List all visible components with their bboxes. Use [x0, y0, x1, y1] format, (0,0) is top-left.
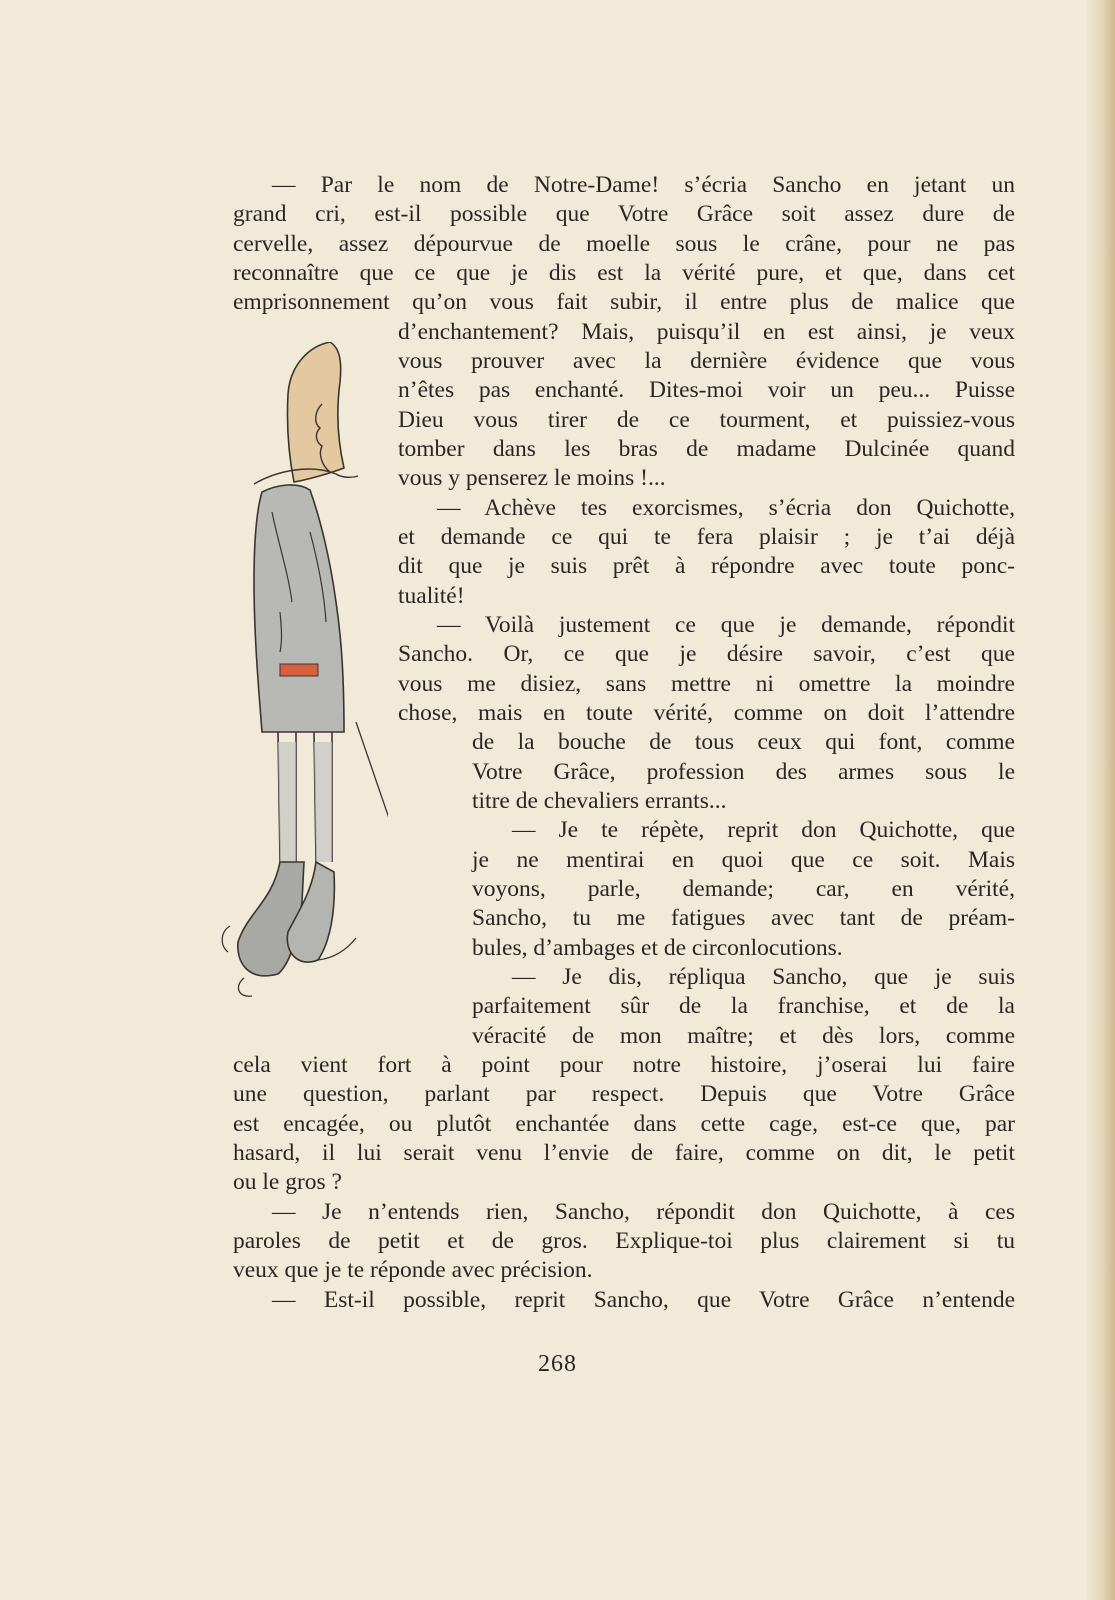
text-line: emprisonnement qu’on vous fait subir, il entre plus de malice que — [233, 289, 1015, 315]
text-line: tualité! — [398, 583, 465, 609]
text-line: paroles de petit et de gros. Explique-toi plus clairement si tu — [233, 1228, 1015, 1254]
text-line: titre de chevaliers errants... — [472, 788, 727, 814]
text-line: reconnaître que ce que je dis est la vérité pure, et que, dans cet — [233, 260, 1015, 286]
figure-staff — [356, 722, 388, 902]
text-line: Votre Grâce, profession des armes sous le — [472, 759, 1015, 785]
text-line: — Par le nom de Notre-Dame! s’écria Sancho en jetant un — [272, 172, 1015, 198]
text-line: — Je te répète, reprit don Quichotte, que — [512, 817, 1015, 843]
text-line: cervelle, assez dépourvue de moelle sous le crâne, pour ne pas — [233, 231, 1015, 257]
text-line: de la bouche de tous ceux qui font, comme — [472, 729, 1015, 755]
figure-hair — [287, 342, 344, 482]
text-line: vous me disiez, sans mettre ni omettre la moindre — [398, 671, 1015, 697]
text-line: Dieu vous tirer de ce tourment, et puissiez-vous — [398, 407, 1015, 433]
text-line: est encagée, ou plutôt enchantée dans cette cage, est-ce que, par — [233, 1111, 1015, 1137]
text-line: dit que je suis prêt à répondre avec toute ponc- — [398, 553, 1015, 579]
text-line: ou le gros ? — [233, 1169, 342, 1195]
text-line: véracité de mon maître; et dès lors, comme — [472, 1023, 1015, 1049]
text-line: grand cri, est-il possible que Votre Grâce soit assez dure de — [233, 201, 1015, 227]
text-line: — Je dis, répliqua Sancho, que je suis — [512, 964, 1015, 990]
text-line: cela vient fort à point pour notre histoire, j’oserai lui faire — [233, 1052, 1015, 1078]
figure-illustration — [218, 342, 388, 1022]
text-line: une question, parlant par respect. Depuis que Votre Grâce — [233, 1081, 1015, 1107]
text-line: hasard, il lui serait venu l’envie de faire, comme on dit, le petit — [233, 1140, 1015, 1166]
page-number: 268 — [538, 1351, 577, 1377]
text-line: — Achève tes exorcismes, s’écria don Quichotte, — [437, 495, 1015, 521]
text-line: tomber dans les bras de madame Dulcinée quand — [398, 436, 1015, 462]
text-line: veux que je te réponde avec précision. — [233, 1257, 593, 1283]
text-line: Sancho. Or, ce que je désire savoir, c’est que — [398, 641, 1015, 667]
text-line: — Voilà justement ce que je demande, répondit — [437, 612, 1015, 638]
text-line: chose, mais en toute vérité, comme on doit l’attendre — [398, 700, 1015, 726]
text-line: d’enchantement? Mais, puisqu’il en est ainsi, je veux — [398, 319, 1015, 345]
text-line: — Est-il possible, reprit Sancho, que Votre Grâce n’entende — [272, 1287, 1015, 1313]
text-line: — Je n’entends rien, Sancho, répondit don Quichotte, à ces — [272, 1199, 1015, 1225]
text-line: je ne mentirai en quoi que ce soit. Mais — [472, 847, 1015, 873]
text-line: vous prouver avec la dernière évidence que vous — [398, 348, 1015, 374]
figure-coat — [254, 485, 344, 732]
figure-belt — [280, 664, 318, 676]
text-line: vous y penserez le moins !... — [398, 465, 666, 491]
text-line: et demande ce qui te fera plaisir ; je t’ai déjà — [398, 524, 1015, 550]
text-line: parfaitement sûr de la franchise, et de la — [472, 993, 1015, 1019]
text-line: voyons, parle, demande; car, en vérité, — [472, 876, 1015, 902]
text-line: n’êtes pas enchanté. Dites-moi voir un peu... Puisse — [398, 377, 1015, 403]
text-line: bules, d’ambages et de circonlocutions. — [472, 935, 843, 961]
text-line: Sancho, tu me fatigues avec tant de préam- — [472, 905, 1015, 931]
